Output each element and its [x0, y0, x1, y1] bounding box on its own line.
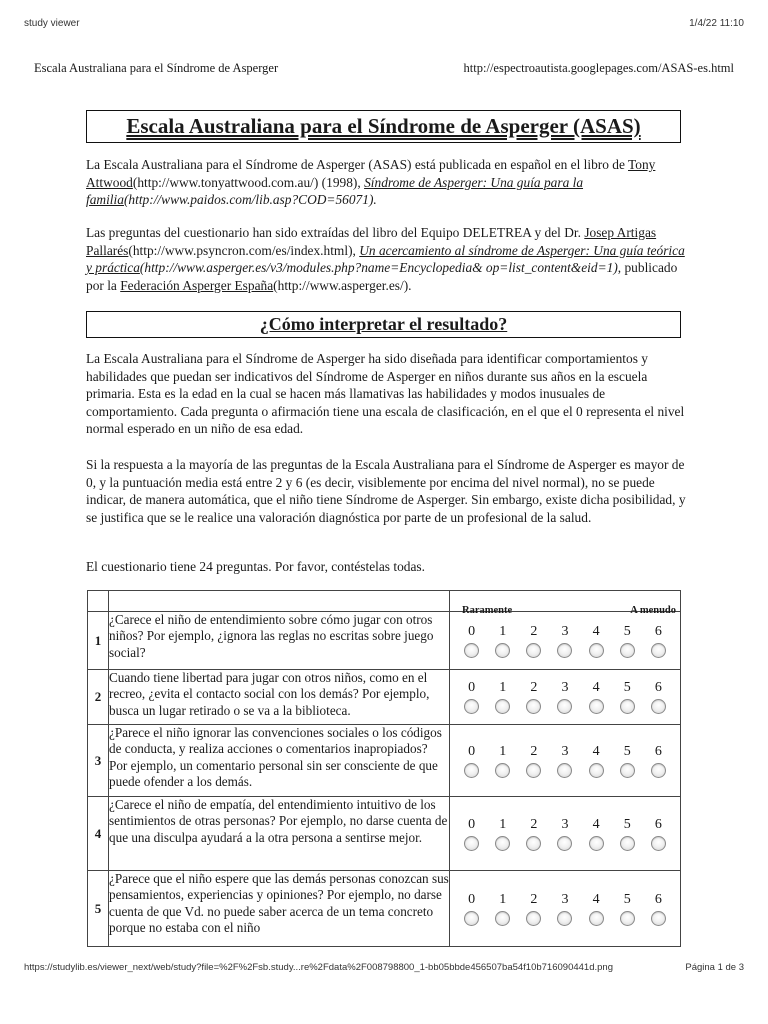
option-label: 3 [561, 743, 569, 759]
answer-option [520, 744, 548, 778]
answer-option [551, 680, 579, 714]
option-label: 0 [468, 816, 476, 832]
question-text: ¿Carece el niño de empatía, del entendimiento intuitivo de los sentimientos de otras personas? Por ejemplo, no darse cuenta de que una disculpa ayudará a la otra persona a sentirse mejor. [109, 797, 450, 871]
radio-button[interactable] [557, 643, 572, 658]
radio-button[interactable] [589, 836, 604, 851]
radio-button[interactable] [620, 911, 635, 926]
radio-button[interactable] [557, 836, 572, 851]
option-label: 1 [499, 680, 507, 695]
header-blank [88, 591, 109, 612]
link-book-acercamiento[interactable]: Un acercamiento al síndrome de Asperger: Una guía teórica y práctica [86, 242, 685, 276]
text: (http://www.psyncron.com/es/index.html), [128, 242, 360, 258]
radio-button[interactable] [651, 836, 666, 851]
option-label: 6 [654, 623, 662, 639]
option-label: 6 [654, 891, 662, 907]
questionnaire-table [87, 590, 681, 947]
question-text: ¿Parece que el niño espere que las demás personas conozcan sus pensamientos, experiencias y opiniones? Por ejemplo, no darse cuenta de que Vd. no puede saber acerca de un tema concreto porque no estaba con el niño [109, 871, 450, 947]
option-label: 2 [530, 743, 538, 759]
answer-option [551, 892, 579, 926]
answer-scale [450, 612, 681, 670]
radio-button[interactable] [589, 763, 604, 778]
radio-button[interactable] [464, 643, 479, 658]
answer-option [582, 744, 610, 778]
option-label: 5 [623, 623, 631, 639]
option-label: 6 [654, 680, 662, 695]
answer-option [489, 744, 517, 778]
table-row [88, 797, 681, 871]
document-title-box [86, 110, 681, 143]
radio-button[interactable] [526, 911, 541, 926]
option-label: 6 [654, 816, 662, 832]
answer-scale [450, 725, 681, 797]
interpret-paragraph-3: El cuestionario tiene 24 preguntas. Por favor, contéstelas todas. [86, 559, 425, 574]
radio-button[interactable] [464, 699, 479, 714]
answer-option [458, 624, 486, 658]
radio-button[interactable] [589, 911, 604, 926]
print-footer [24, 962, 744, 976]
option-label: 4 [592, 816, 600, 832]
radio-button[interactable] [495, 836, 510, 851]
radio-button[interactable] [464, 763, 479, 778]
question-number: 4 [88, 797, 109, 871]
answer-option [458, 892, 486, 926]
option-label: 5 [623, 743, 631, 759]
table-header-row [88, 591, 681, 612]
option-label: 1 [499, 623, 507, 639]
table-row [88, 670, 681, 725]
text: Las preguntas del cuestionario han sido extraídas del libro del Equipo DELETREA y del Dr. [86, 225, 585, 240]
interpret-title-box [86, 311, 681, 338]
radio-button[interactable] [495, 763, 510, 778]
answer-option [458, 744, 486, 778]
answer-option [489, 624, 517, 658]
radio-button[interactable] [620, 699, 635, 714]
intro-paragraph-1 [86, 156, 686, 209]
answer-option [489, 680, 517, 714]
option-label: 1 [499, 743, 507, 759]
radio-button[interactable] [651, 643, 666, 658]
answer-option [644, 680, 672, 714]
option-label: 2 [530, 816, 538, 832]
option-label: 0 [468, 743, 476, 759]
option-label: 0 [468, 623, 476, 639]
footer-url: https://studylib.es/viewer_next/web/study?file=%2F%2Fsb.study...re%2Fdata%2F008798800_1-bb05bbde456507ba54f10b716090441d.png [24, 962, 613, 973]
interpret-title: ¿Cómo interpretar el resultado? [259, 314, 508, 334]
answer-option [613, 680, 641, 714]
option-label: 4 [592, 680, 600, 695]
answer-option [582, 892, 610, 926]
radio-button[interactable] [620, 763, 635, 778]
option-label: 1 [499, 891, 507, 907]
question-number: 3 [88, 725, 109, 797]
option-label: 5 [623, 891, 631, 907]
radio-button[interactable] [620, 643, 635, 658]
answer-option [551, 744, 579, 778]
interpret-paragraph-2: Si la respuesta a la mayoría de las preguntas de la Escala Australiana para el Síndrome de Asperger es mayor de 0, y la puntuación media está entre 2 y 6 (es decir, visiblemente por encima del nivel normal), no se puede indicar, de manera automática, que el niño tiene Síndrome de Asperger. Sin embargo, existe dicha posibilidad, y se justifica que se le realice una valoración diagnóstica por parte de un profesional de la salud. [86, 457, 686, 525]
answer-option [582, 680, 610, 714]
link-book-familia[interactable]: Síndrome de Asperger: Una guía para la familia [86, 174, 584, 208]
radio-button[interactable] [526, 699, 541, 714]
answer-scale [450, 797, 681, 871]
answer-option [520, 680, 548, 714]
option-label: 0 [468, 680, 476, 695]
question-text: Cuando tiene libertad para jugar con otros niños, como en el recreo, ¿evita el contacto social con los demás? Por ejemplo, busca un lugar retirado o se va a la biblioteca. [109, 670, 450, 725]
radio-button[interactable] [620, 836, 635, 851]
answer-option [613, 817, 641, 851]
option-label: 5 [623, 816, 631, 832]
answer-option [551, 817, 579, 851]
answer-option [644, 817, 672, 851]
option-label: 5 [623, 680, 631, 695]
answer-option [458, 817, 486, 851]
answer-option [613, 744, 641, 778]
answer-option [644, 744, 672, 778]
text: La Escala Australiana para el Síndrome de Asperger (ASAS) está publicada en español en el libro de [86, 157, 629, 172]
answer-option [520, 892, 548, 926]
radio-button[interactable] [526, 763, 541, 778]
option-label: 1 [499, 816, 507, 832]
question-number: 5 [88, 871, 109, 947]
page-header-url: http://espectroautista.googlepages.com/ASAS-es.html [463, 61, 734, 75]
answer-option [582, 817, 610, 851]
header-blank [109, 591, 450, 612]
option-label: 2 [530, 680, 538, 695]
text: (http://www.asperger.es/v3/modules.php?name=Encyclopedia& op=list_content&eid=1) [139, 260, 618, 276]
link-federacion-asperger[interactable]: Federación Asperger España [120, 277, 274, 293]
answer-scale [450, 670, 681, 725]
answer-option [582, 624, 610, 658]
answer-option [520, 817, 548, 851]
answer-option [551, 624, 579, 658]
answer-option [520, 624, 548, 658]
text: (http://www.tonyattwood.com.au/) (1998), [132, 174, 365, 190]
option-label: 0 [468, 891, 476, 907]
interpret-paragraph-1: La Escala Australiana para el Síndrome de Asperger ha sido diseñada para identificar comportamientos y habilidades que puedan ser indicativos del Síndrome de Asperger en niños durante sus años en la escuela primaria. Esta es la edad en la cual se hacen más llamativas las habilidades y modos inusuales de comportamiento. Cada pregunta o afirmación tiene una escala de clasificación, en el que el 0 representa el nivel normal esperado en un niño de esa edad. [86, 351, 685, 437]
answer-option [613, 892, 641, 926]
option-label: 2 [530, 891, 538, 907]
question-text: ¿Parece el niño ignorar las convenciones sociales o los códigos de conducta, y realiza acciones o comentarios inapropiados? Por ejemplo, un comentario personal sin ser consciente de que puede ofender a los demás. [109, 725, 450, 797]
option-label: 4 [592, 891, 600, 907]
radio-button[interactable] [589, 643, 604, 658]
table-row [88, 871, 681, 947]
radio-button[interactable] [557, 911, 572, 926]
page-header-title: Escala Australiana para el Síndrome de Asperger [34, 61, 279, 75]
answer-option [489, 817, 517, 851]
option-label: 6 [654, 743, 662, 759]
radio-button[interactable] [495, 699, 510, 714]
scale-low-label: Raramente [462, 605, 513, 616]
text: (http://www.asperger.es/). [273, 277, 412, 293]
radio-button[interactable] [526, 643, 541, 658]
table-row [88, 612, 681, 670]
scale-header [450, 591, 681, 616]
table-row [88, 725, 681, 797]
radio-button[interactable] [526, 836, 541, 851]
answer-option [644, 892, 672, 926]
radio-button[interactable] [495, 643, 510, 658]
radio-button[interactable] [651, 911, 666, 926]
question-text: ¿Carece el niño de entendimiento sobre cómo jugar con otros niños? Por ejemplo, ¿ignora las reglas no escritas sobre juego social? [109, 612, 450, 670]
intro-paragraph-2 [86, 224, 686, 294]
option-label: 3 [561, 623, 569, 639]
answer-option [489, 892, 517, 926]
tab-title: study viewer [24, 18, 80, 29]
answer-option [613, 624, 641, 658]
scale-high-label: A menudo [630, 605, 676, 616]
radio-button[interactable] [651, 699, 666, 714]
page-indicator: Página 1 de 3 [685, 962, 744, 973]
answer-scale [450, 871, 681, 947]
option-label: 4 [592, 743, 600, 759]
radio-button[interactable] [464, 836, 479, 851]
question-number: 2 [88, 670, 109, 725]
print-timestamp: 1/4/22 11:10 [689, 18, 744, 29]
question-number: 1 [88, 612, 109, 670]
answer-option [458, 680, 486, 714]
text: (http://www.paidos.com/lib.asp?COD=56071). [123, 192, 377, 208]
text: , publicado por la [86, 260, 678, 293]
radio-button[interactable] [557, 699, 572, 714]
print-header [24, 18, 744, 32]
link-tony-attwood[interactable]: Tony Attwood [86, 157, 656, 190]
radio-button[interactable] [495, 911, 510, 926]
option-label: 3 [561, 891, 569, 907]
answer-option [644, 624, 672, 658]
document-title: Escala Australiana para el Síndrome de Asperger (ASAS) [126, 114, 641, 138]
option-label: 3 [561, 816, 569, 832]
radio-button[interactable] [464, 911, 479, 926]
option-label: 4 [592, 623, 600, 639]
radio-button[interactable] [557, 763, 572, 778]
radio-button[interactable] [651, 763, 666, 778]
option-label: 3 [561, 680, 569, 695]
link-josep-artigas[interactable]: Josep Artigas Pallarés [86, 225, 657, 258]
radio-button[interactable] [589, 699, 604, 714]
option-label: 2 [530, 623, 538, 639]
